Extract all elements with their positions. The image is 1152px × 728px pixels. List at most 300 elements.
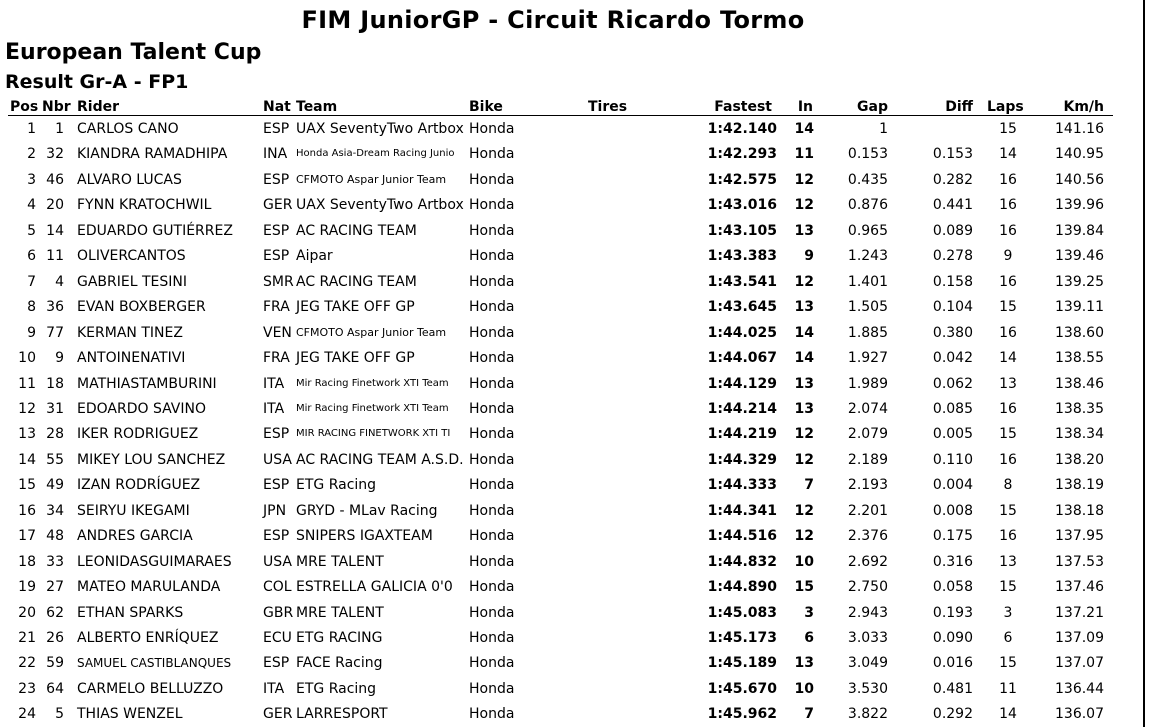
cell-pos: 4 [27,197,36,214]
cell-rider: EVAN BOXBERGER [77,299,206,316]
cell-fastest: 1:43.016 [707,197,777,214]
cell-gap: 1.401 [847,273,888,290]
cell-team: UAX SeventyTwo Artbox [296,197,464,214]
cell-gap: 1.927 [847,350,888,367]
table-row [0,703,1143,728]
table-row [0,143,1143,168]
cell-laps: 14 [999,350,1017,367]
cell-laps: 8 [1003,477,1013,494]
cell-diff: 0.085 [932,400,973,417]
cell-team: AC RACING TEAM [296,273,417,290]
cell-nat: ITA [263,680,285,697]
table-row [0,322,1143,347]
cell-bike: Honda [469,222,515,239]
cell-laps: 16 [999,324,1017,341]
header-diff: Diff [945,99,973,115]
table-row [0,296,1143,321]
cell-laps: 16 [999,528,1017,545]
cell-gap: 2.943 [847,604,888,621]
cell-diff: 0.380 [932,324,973,341]
cell-nat: ESP [263,426,290,443]
cell-nat: VEN [263,324,292,341]
cell-rider: ANDRES GARCIA [77,528,193,545]
championship-title: European Talent Cup [5,40,262,65]
cell-in: 9 [804,248,814,265]
cell-diff: 0.481 [932,680,973,697]
cell-fastest: 1:44.890 [707,579,777,596]
cell-rider: LEONIDASGUIMARAES [77,553,232,570]
cell-diff: 0.104 [932,299,973,316]
cell-laps: 11 [999,680,1017,697]
cell-laps: 9 [1003,248,1013,265]
cell-laps: 13 [999,553,1017,570]
cell-nat: FRA [263,299,290,316]
cell-laps: 15 [999,299,1017,316]
cell-bike: Honda [469,299,515,316]
cell-fastest: 1:44.341 [707,502,777,519]
cell-pos: 13 [18,426,36,443]
cell-diff: 0.062 [932,375,973,392]
cell-laps: 16 [999,451,1017,468]
cell-diff: 0.193 [932,604,973,621]
cell-team: ETG Racing [296,680,377,697]
cell-nbr: 27 [46,579,64,596]
cell-diff: 0.058 [932,579,973,596]
cell-nbr: 26 [46,630,64,646]
cell-kmh: 139.84 [1055,222,1104,239]
cell-pos: 21 [18,630,36,646]
cell-fastest: 1:44.333 [707,477,777,494]
cell-nbr: 64 [46,680,64,697]
header-nbr: Nbr [42,99,71,115]
cell-nbr: 4 [55,273,64,290]
table-row [0,627,1143,652]
cell-team: CFMOTO Aspar Junior Team [296,172,447,186]
cell-laps: 15 [999,426,1017,443]
cell-nat: GER [263,706,293,723]
table-row [0,500,1143,525]
cell-team: MIR RACING FINETWORK XTI TI [296,428,451,440]
cell-kmh: 139.25 [1055,273,1104,290]
cell-nat: USA [263,451,292,468]
cell-diff: 0.158 [932,273,973,290]
header-bike: Bike [469,99,503,115]
cell-in: 7 [804,706,814,723]
table-row [0,373,1143,398]
cell-pos: 24 [18,706,36,723]
cell-fastest: 1:45.083 [707,604,777,621]
cell-gap: 2.692 [847,553,888,570]
cell-in: 12 [794,426,814,443]
cell-laps: 15 [999,579,1017,596]
cell-diff: 0.175 [932,528,973,545]
cell-nbr: 36 [46,299,64,316]
cell-pos: 22 [18,655,36,672]
cell-laps: 3 [1003,604,1013,621]
cell-nbr: 1 [55,121,64,137]
cell-fastest: 1:43.645 [707,299,777,316]
cell-laps: 6 [1003,630,1013,646]
cell-diff: 0.110 [932,451,973,468]
cell-bike: Honda [469,197,515,214]
table-row [0,602,1143,627]
cell-team: JEG TAKE OFF GP [296,299,415,316]
cell-fastest: 1:44.025 [707,324,777,341]
cell-nbr: 28 [46,426,64,443]
cell-fastest: 1:45.670 [707,680,777,697]
cell-fastest: 1:45.962 [707,706,777,723]
cell-nat: ESP [263,171,290,188]
table-row [0,220,1143,245]
cell-team: MRE TALENT [296,553,384,570]
table-row [0,474,1143,499]
cell-bike: Honda [469,680,515,697]
cell-rider: SAMUEL CASTIBLANQUES [77,656,232,671]
cell-gap: 0.965 [847,222,888,239]
cell-pos: 18 [18,553,36,570]
cell-diff: 0.278 [932,248,973,265]
cell-diff: 0.282 [932,171,973,188]
cell-fastest: 1:44.129 [707,375,777,392]
cell-in: 12 [794,451,814,468]
cell-nat: COL [263,579,292,596]
cell-kmh: 140.95 [1055,146,1104,163]
cell-nat: ECU [263,630,292,646]
cell-bike: Honda [469,426,515,443]
header-nat: Nat [263,99,291,115]
cell-team: ETG RACING [296,630,383,646]
cell-in: 7 [804,477,814,494]
cell-in: 13 [794,400,814,417]
cell-nbr: 49 [46,477,64,494]
cell-rider: CARMELO BELLUZZO [77,680,224,697]
cell-team: Mir Racing Finetwork XTI Team [296,377,449,389]
cell-kmh: 137.46 [1055,579,1104,596]
cell-rider: IKER RODRIGUEZ [77,426,199,443]
cell-rider: EDOARDO SAVINO [77,400,206,417]
cell-in: 12 [794,273,814,290]
cell-rider: ALVARO LUCAS [77,171,182,188]
cell-kmh: 137.09 [1055,630,1104,646]
cell-pos: 16 [18,502,36,519]
cell-nbr: 55 [46,451,64,468]
cell-laps: 13 [999,375,1017,392]
cell-bike: Honda [469,579,515,596]
cell-bike: Honda [469,451,515,468]
cell-in: 12 [794,197,814,214]
header-laps: Laps [987,99,1024,115]
cell-in: 14 [794,324,814,341]
cell-gap: 0.435 [847,171,888,188]
cell-bike: Honda [469,630,515,646]
cell-rider: MATEO MARULANDA [77,579,221,596]
cell-diff: 0.016 [932,655,973,672]
cell-rider: SEIRYU IKEGAMI [77,502,190,519]
cell-in: 13 [794,299,814,316]
cell-diff: 0.008 [932,502,973,519]
cell-gap: 2.074 [847,400,888,417]
cell-rider: ALBERTO ENRÍQUEZ [77,630,219,646]
cell-pos: 1 [27,121,36,137]
cell-nbr: 59 [46,655,64,672]
cell-kmh: 136.44 [1055,680,1104,697]
cell-pos: 23 [18,680,36,697]
cell-team: AC RACING TEAM A.S.D. [296,451,464,468]
cell-rider: MATHIASTAMBURINI [77,375,217,392]
cell-bike: Honda [469,146,515,163]
cell-nbr: 48 [46,528,64,545]
cell-bike: Honda [469,121,515,137]
cell-gap: 2.376 [847,528,888,545]
header-tires: Tires [588,99,628,115]
cell-bike: Honda [469,375,515,392]
cell-fastest: 1:43.105 [707,222,777,239]
cell-nat: ESP [263,121,290,137]
cell-in: 13 [794,655,814,672]
cell-nbr: 31 [46,400,64,417]
cell-gap: 2.193 [847,477,888,494]
cell-nbr: 46 [46,171,64,188]
cell-in: 12 [794,502,814,519]
table-row [0,525,1143,550]
cell-kmh: 138.34 [1055,426,1104,443]
cell-team: MRE TALENT [296,604,384,621]
cell-kmh: 140.56 [1055,171,1104,188]
cell-gap: 2.201 [847,502,888,519]
cell-pos: 7 [27,273,36,290]
table-row [0,449,1143,474]
cell-nbr: 11 [46,248,64,265]
cell-team: CFMOTO Aspar Junior Team [296,325,447,339]
cell-diff: 0.316 [932,553,973,570]
cell-rider: FYNN KRATOCHWIL [77,197,212,214]
cell-rider: OLIVERCANTOS [77,248,186,265]
cell-gap: 2.189 [847,451,888,468]
cell-bike: Honda [469,400,515,417]
cell-nat: FRA [263,350,290,367]
header-in: In [797,99,813,115]
table-row [0,423,1143,448]
cell-fastest: 1:44.214 [707,400,777,417]
cell-gap: 2.079 [847,426,888,443]
table-row [0,194,1143,219]
cell-laps: 15 [999,655,1017,672]
cell-nat: ESP [263,248,290,265]
cell-pos: 3 [27,171,36,188]
cell-kmh: 136.07 [1055,706,1104,723]
cell-nbr: 5 [55,706,64,723]
table-row [0,652,1143,677]
table-header [0,99,1143,115]
cell-rider: CARLOS CANO [77,121,179,137]
cell-nat: SMR [263,273,294,290]
cell-nbr: 33 [46,553,64,570]
cell-diff: 0.441 [932,197,973,214]
cell-kmh: 137.21 [1055,604,1104,621]
cell-laps: 14 [999,146,1017,163]
cell-kmh: 141.16 [1055,121,1104,137]
cell-laps: 16 [999,273,1017,290]
cell-gap: 3.530 [847,680,888,697]
cell-diff: 0.005 [932,426,973,443]
table-row [0,576,1143,601]
cell-nbr: 77 [46,324,64,341]
cell-fastest: 1:44.516 [707,528,777,545]
cell-nat: ITA [263,375,285,392]
cell-nbr: 9 [55,350,64,367]
cell-team: UAX SeventyTwo Artbox [296,121,464,137]
cell-pos: 20 [18,604,36,621]
cell-fastest: 1:43.541 [707,273,777,290]
cell-team: LARRESPORT [296,706,388,723]
cell-gap: 1.243 [847,248,888,265]
cell-nbr: 32 [46,146,64,163]
cell-bike: Honda [469,273,515,290]
cell-pos: 12 [18,400,36,417]
cell-pos: 19 [18,579,36,596]
cell-gap: 3.033 [847,630,888,646]
cell-nat: ESP [263,477,290,494]
cell-in: 12 [794,528,814,545]
cell-team: Honda Asia-Dream Racing Junio [296,148,455,160]
table-row [0,398,1143,423]
cell-kmh: 138.60 [1055,324,1104,341]
cell-nat: USA [263,553,292,570]
cell-pos: 6 [27,248,36,265]
cell-fastest: 1:42.293 [707,146,777,163]
cell-bike: Honda [469,324,515,341]
cell-nat: ESP [263,655,290,672]
cell-team: Mir Racing Finetwork XTI Team [296,402,449,414]
cell-in: 14 [794,121,814,137]
cell-fastest: 1:45.173 [707,630,777,646]
cell-nat: ESP [263,528,290,545]
cell-nbr: 20 [46,197,64,214]
header-fastest: Fastest [714,99,772,115]
table-row [0,678,1143,703]
cell-diff: 0.089 [932,222,973,239]
cell-bike: Honda [469,350,515,367]
cell-bike: Honda [469,528,515,545]
header-underline [8,115,1113,116]
cell-pos: 10 [18,350,36,367]
cell-diff: 0.042 [932,350,973,367]
cell-kmh: 137.53 [1055,553,1104,570]
cell-laps: 15 [999,502,1017,519]
cell-nbr: 34 [46,502,64,519]
cell-diff: 0.090 [932,630,973,646]
cell-bike: Honda [469,604,515,621]
cell-nbr: 14 [46,222,64,239]
table-row [0,347,1143,372]
cell-kmh: 139.46 [1055,248,1104,265]
header-pos: Pos [10,99,39,115]
page-edge-rule [1143,0,1145,727]
cell-bike: Honda [469,171,515,188]
cell-fastest: 1:44.219 [707,426,777,443]
cell-gap: 1.989 [847,375,888,392]
cell-gap: 3.822 [847,706,888,723]
table-row [0,551,1143,576]
cell-diff: 0.292 [932,706,973,723]
cell-team: ETG Racing [296,477,377,494]
header-team: Team [296,99,338,115]
cell-kmh: 139.96 [1055,197,1104,214]
cell-laps: 14 [999,706,1017,723]
table-row [0,169,1143,194]
cell-laps: 16 [999,222,1017,239]
cell-nat: GBR [263,604,294,621]
cell-diff: 0.153 [932,146,973,163]
cell-gap: 1 [879,121,888,137]
cell-kmh: 138.46 [1055,375,1104,392]
cell-gap: 3.049 [847,655,888,672]
cell-rider: IZAN RODRÍGUEZ [77,477,201,494]
cell-rider: THIAS WENZEL [77,706,183,723]
cell-gap: 0.153 [847,146,888,163]
table-row [0,271,1143,296]
cell-rider: EDUARDO GUTIÉRREZ [77,222,233,239]
cell-nbr: 62 [46,604,64,621]
cell-in: 13 [794,375,814,392]
cell-fastest: 1:43.383 [707,248,777,265]
cell-team: JEG TAKE OFF GP [296,350,415,367]
cell-team: GRYD - MLav Racing [296,502,438,519]
cell-team: FACE Racing [296,655,383,672]
cell-pos: 9 [27,324,36,341]
cell-gap: 2.750 [847,579,888,596]
cell-fastest: 1:45.189 [707,655,777,672]
cell-nbr: 18 [46,375,64,392]
cell-rider: GABRIEL TESINI [77,273,187,290]
cell-fastest: 1:44.832 [707,553,777,570]
page-title: FIM JuniorGP - Circuit Ricardo Tormo [301,6,805,34]
cell-team: ESTRELLA GALICIA 0'0 [296,579,453,596]
cell-rider: ANTOINENATIVI [77,350,186,367]
table-row [0,245,1143,270]
cell-in: 3 [804,604,814,621]
cell-team: AC RACING TEAM [296,222,417,239]
cell-fastest: 1:44.329 [707,451,777,468]
cell-diff: 0.004 [932,477,973,494]
cell-nat: ITA [263,400,285,417]
cell-bike: Honda [469,655,515,672]
cell-bike: Honda [469,502,515,519]
header-rider: Rider [77,99,119,115]
cell-pos: 2 [27,146,36,163]
cell-rider: ETHAN SPARKS [77,604,184,621]
cell-pos: 14 [18,451,36,468]
cell-laps: 15 [999,121,1017,137]
cell-bike: Honda [469,553,515,570]
cell-gap: 0.876 [847,197,888,214]
header-kmh: Km/h [1063,99,1104,115]
cell-pos: 17 [18,528,36,545]
session-title: Result Gr-A - FP1 [5,71,189,93]
cell-in: 11 [794,146,814,163]
cell-team: Aipar [296,248,333,265]
cell-in: 6 [804,630,814,646]
cell-rider: MIKEY LOU SANCHEZ [77,451,226,468]
cell-fastest: 1:42.575 [707,171,777,188]
cell-pos: 8 [27,299,36,316]
cell-bike: Honda [469,706,515,723]
cell-pos: 11 [18,375,36,392]
cell-fastest: 1:42.140 [707,121,777,137]
cell-kmh: 138.55 [1055,350,1104,367]
cell-pos: 15 [18,477,36,494]
cell-laps: 16 [999,197,1017,214]
